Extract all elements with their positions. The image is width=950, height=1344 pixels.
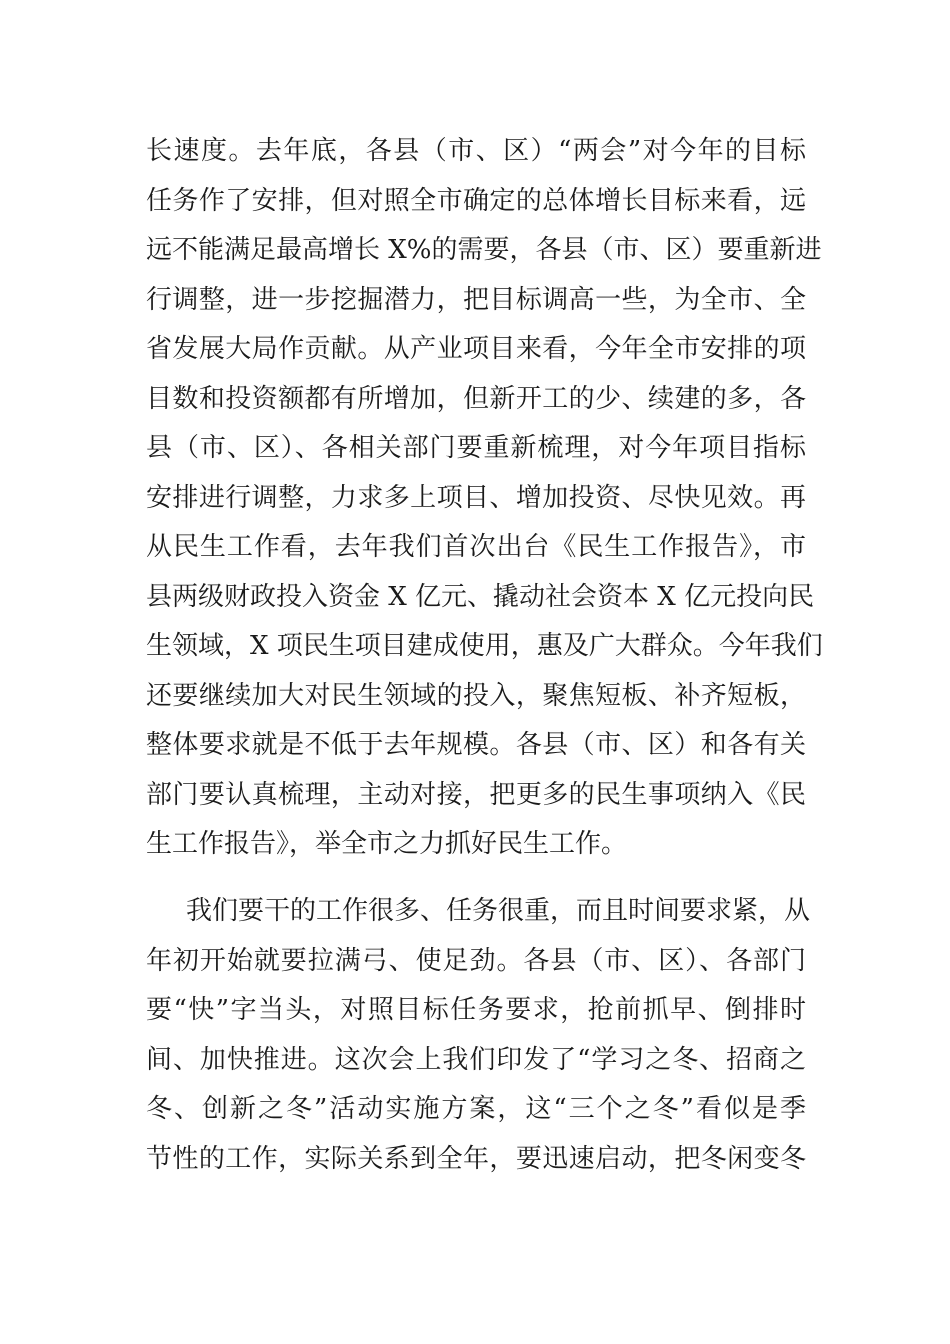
text-line: 安排进行调整，力求多上项目、增加投资、尽快见效。再 bbox=[146, 482, 806, 513]
text-line: 县两级财政投入资金 X 亿元、撬动社会资本 X 亿元投向民 bbox=[146, 581, 815, 612]
text-line: 我们要干的工作很多、任务很重，而且时间要求紧，从 bbox=[186, 896, 811, 926]
text-line: 远不能满足最高增长 X%的需要，各县（市、区）要重新进 bbox=[146, 235, 822, 265]
text-line: 冬、创新之冬”活动实施方案，这“三个之冬”看似是季 bbox=[146, 1094, 806, 1124]
text-line: 省发展大局作贡献。从产业项目来看，今年全市安排的项 bbox=[146, 334, 806, 364]
text-line: 节性的工作，实际关系到全年，要迅速启动，把冬闲变冬 bbox=[146, 1143, 806, 1174]
text-line: 还要继续加大对民生领域的投入，聚焦短板、补齐短板， bbox=[146, 680, 806, 711]
text-line: 行调整，进一步挖掘潜力，把目标调高一些，为全市、全 bbox=[146, 284, 806, 315]
paragraph-1 bbox=[146, 127, 823, 870]
text-line: 生领域，X 项民生项目建成使用，惠及广大群众。今年我们 bbox=[146, 631, 823, 661]
paragraph-2 bbox=[146, 887, 811, 1184]
text-line: 县（市、区）、各相关部门要重新梳理，对今年项目指标 bbox=[146, 433, 806, 463]
text-line: 部门要认真梳理，主动对接，把更多的民生事项纳入《民 bbox=[146, 779, 806, 810]
text-line: 从民生工作看，去年我们首次出台《民生工作报告》，市 bbox=[146, 532, 806, 562]
text-line: 间、加快推进。这次会上我们印发了“学习之冬、招商之 bbox=[146, 1044, 806, 1075]
text-line: 要“快”字当头，对照目标任务要求，抢前抓早、倒排时 bbox=[146, 995, 806, 1025]
text-line: 任务作了安排，但对照全市确定的总体增长目标来看，远 bbox=[146, 185, 806, 216]
text-line: 整体要求就是不低于去年规模。各县（市、区）和各有关 bbox=[146, 730, 806, 760]
text-line: 长速度。去年底，各县（市、区）“两会”对今年的目标 bbox=[146, 136, 806, 166]
text-line: 年初开始就要拉满弓、使足劲。各县（市、区）、各部门 bbox=[146, 945, 806, 976]
text-line: 目数和投资额都有所增加，但新开工的少、续建的多，各 bbox=[146, 383, 806, 414]
text-line: 生工作报告》，举全市之力抓好民生工作。 bbox=[146, 829, 628, 859]
